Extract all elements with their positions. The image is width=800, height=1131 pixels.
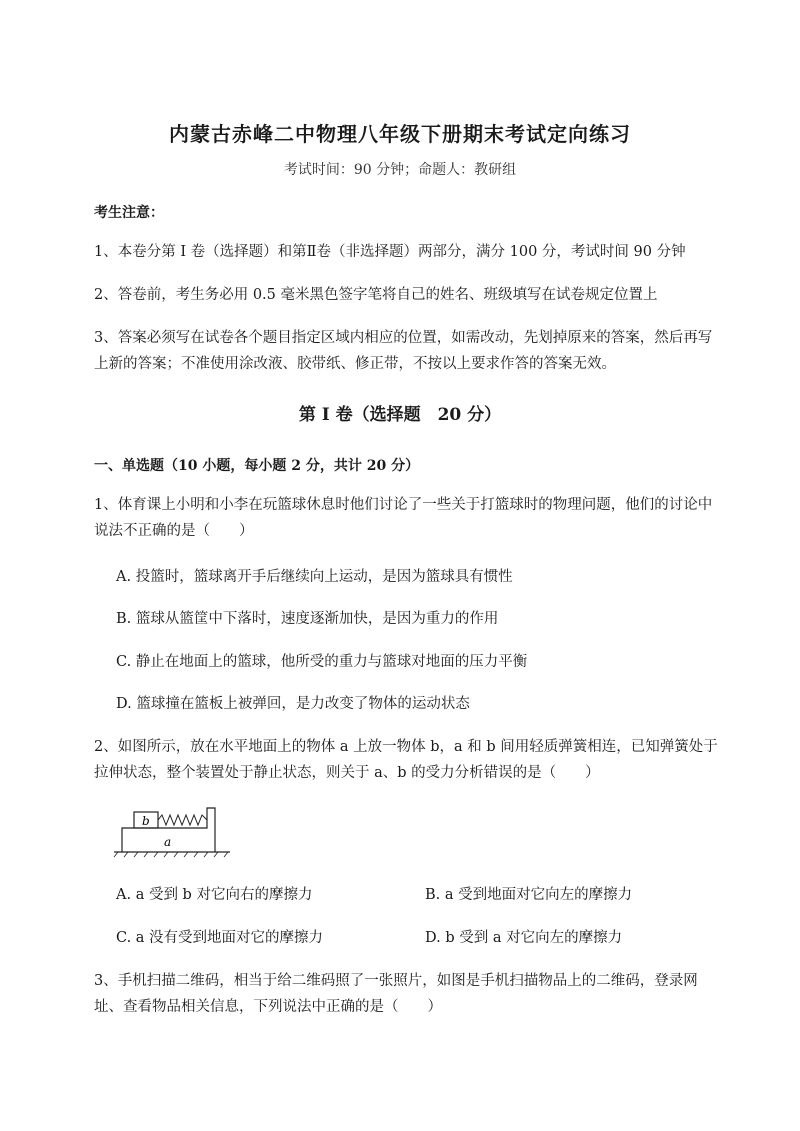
spring — [158, 815, 207, 825]
notice-heading: 考生注意： — [94, 205, 164, 221]
page-title: 内蒙古赤峰二中物理八年级下册期末考试定向练习 — [169, 122, 631, 146]
notice-item-2: 2、答卷前，考生务必用 0.5 毫米黑色签字笔将自己的姓名、班级填写在试卷规定位置上 — [94, 287, 658, 303]
label-b: b — [142, 814, 150, 828]
notice-item-3: 3、答案必须写在试卷各个题目指定区域内相应的位置，如需改动，先划掉原来的答案，然后再写上新的答案；不准使用涂改液、胶带纸、修正带，不按以上要求作答的答案无效。 — [94, 330, 713, 372]
question-3-stem: 3、手机扫描二维码，相当于给二维码照了一张照片，如图是手机扫描物品上的二维码，登录网址、查看物品相关信息，下列说法中正确的是（ ） — [94, 973, 698, 1015]
part-heading: 一、单选题（10 小题，每小题 2 分，共计 20 分） — [94, 458, 420, 474]
ground-hatch — [124, 852, 128, 857]
spring-blocks-figure — [112, 798, 232, 858]
section-title: 第 I 卷（选择题 20 分） — [298, 405, 502, 425]
notice-item-1: 1、本卷分第 I 卷（选择题）和第Ⅱ卷（非选择题）两部分，满分 100 分，考试时间 90 分钟 — [94, 244, 686, 260]
question-1-option-c[interactable]: C. 静止在地面上的篮球，他所受的重力与篮球对地面的压力平衡 — [116, 654, 528, 670]
ground-hatch — [154, 852, 158, 857]
question-2-stem: 2、如图所示，放在水平地面上的物体 a 上放一物体 b，a 和 b 间用轻质弹簧相连，已知弹簧处于拉伸状态，整个装置处于静止状态，则关于 a、b 的受力分析错误的是（ ） — [94, 739, 718, 781]
ground-hatch — [144, 852, 148, 857]
ground-hatch — [204, 852, 208, 857]
question-1-option-b[interactable]: B. 篮球从篮筐中下落时，速度逐渐加快，是因为重力的作用 — [116, 611, 499, 627]
ground-hatch — [224, 852, 228, 857]
question-2-option-d[interactable]: D. b 受到 a 对它向左的摩擦力 — [425, 930, 623, 946]
exam-info: 考试时间：90 分钟；命题人：教研组 — [283, 162, 517, 178]
question-1-stem: 1、体育课上小明和小李在玩篮球休息时他们讨论了一些关于打篮球时的物理问题，他们的讨论中说法不正确的是（ ） — [94, 497, 713, 539]
question-2-option-c[interactable]: C. a 没有受到地面对它的摩擦力 — [116, 930, 324, 946]
ground-hatch — [194, 852, 198, 857]
ground-hatch — [114, 852, 118, 857]
question-1-option-d[interactable]: D. 篮球撞在篮板上被弹回，是力改变了物体的运动状态 — [116, 696, 470, 712]
ground-hatch — [164, 852, 168, 857]
ground-hatch — [184, 852, 188, 857]
question-2-option-a[interactable]: A. a 受到 b 对它向右的摩擦力 — [116, 887, 313, 903]
ground-hatch — [214, 852, 218, 857]
label-a: a — [164, 835, 172, 849]
question-2-option-b[interactable]: B. a 受到地面对它向左的摩擦力 — [425, 887, 633, 903]
ground-hatch — [134, 852, 138, 857]
question-1-option-a[interactable]: A. 投篮时，篮球离开手后继续向上运动，是因为篮球具有惯性 — [116, 569, 513, 585]
ground-hatch — [174, 852, 178, 857]
